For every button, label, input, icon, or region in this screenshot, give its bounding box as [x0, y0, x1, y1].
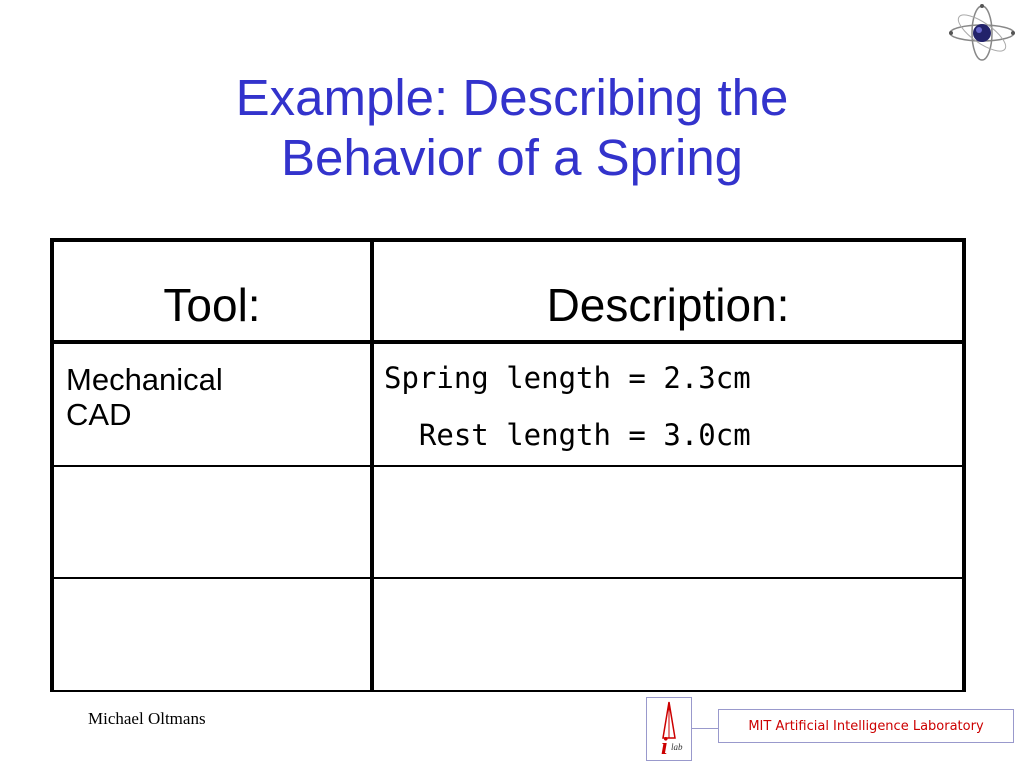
- slide-title-line-2: Behavior of a Spring: [280, 129, 744, 186]
- slide-title-line-1: Example: Describing the: [235, 69, 789, 126]
- description-cell: [372, 578, 964, 691]
- tool-cell: [52, 578, 372, 691]
- table-row: [52, 466, 964, 578]
- description-cell-text: Spring length = 2.3cm Rest length = 3.0cm: [384, 361, 751, 453]
- table-row: [52, 342, 964, 466]
- header-tool: [52, 240, 372, 342]
- slide-title: [0, 68, 1024, 188]
- tool-cell: [52, 466, 372, 578]
- description-cell: [372, 342, 964, 466]
- header-description-label: Description:: [546, 278, 790, 331]
- tool-cell-text: Mechanical CAD: [66, 362, 223, 433]
- author-name: Michael Oltmans: [88, 709, 206, 728]
- tool-description-table: [50, 238, 966, 692]
- header-description: [372, 240, 964, 342]
- footer-connector-line: [692, 728, 718, 729]
- header-tool-label: Tool:: [163, 278, 261, 331]
- lab-name-box: MIT Artificial Intelligence Laboratory: [718, 709, 1014, 743]
- table-row: [52, 578, 964, 691]
- tool-cell: [52, 342, 372, 466]
- svg-text:i: i: [661, 734, 668, 760]
- description-cell: [372, 466, 964, 578]
- ai-lab-logo-icon: [646, 697, 692, 761]
- logo-text: lab: [671, 742, 683, 752]
- table-header-row: [52, 240, 964, 342]
- atom-icon: [946, 4, 1018, 62]
